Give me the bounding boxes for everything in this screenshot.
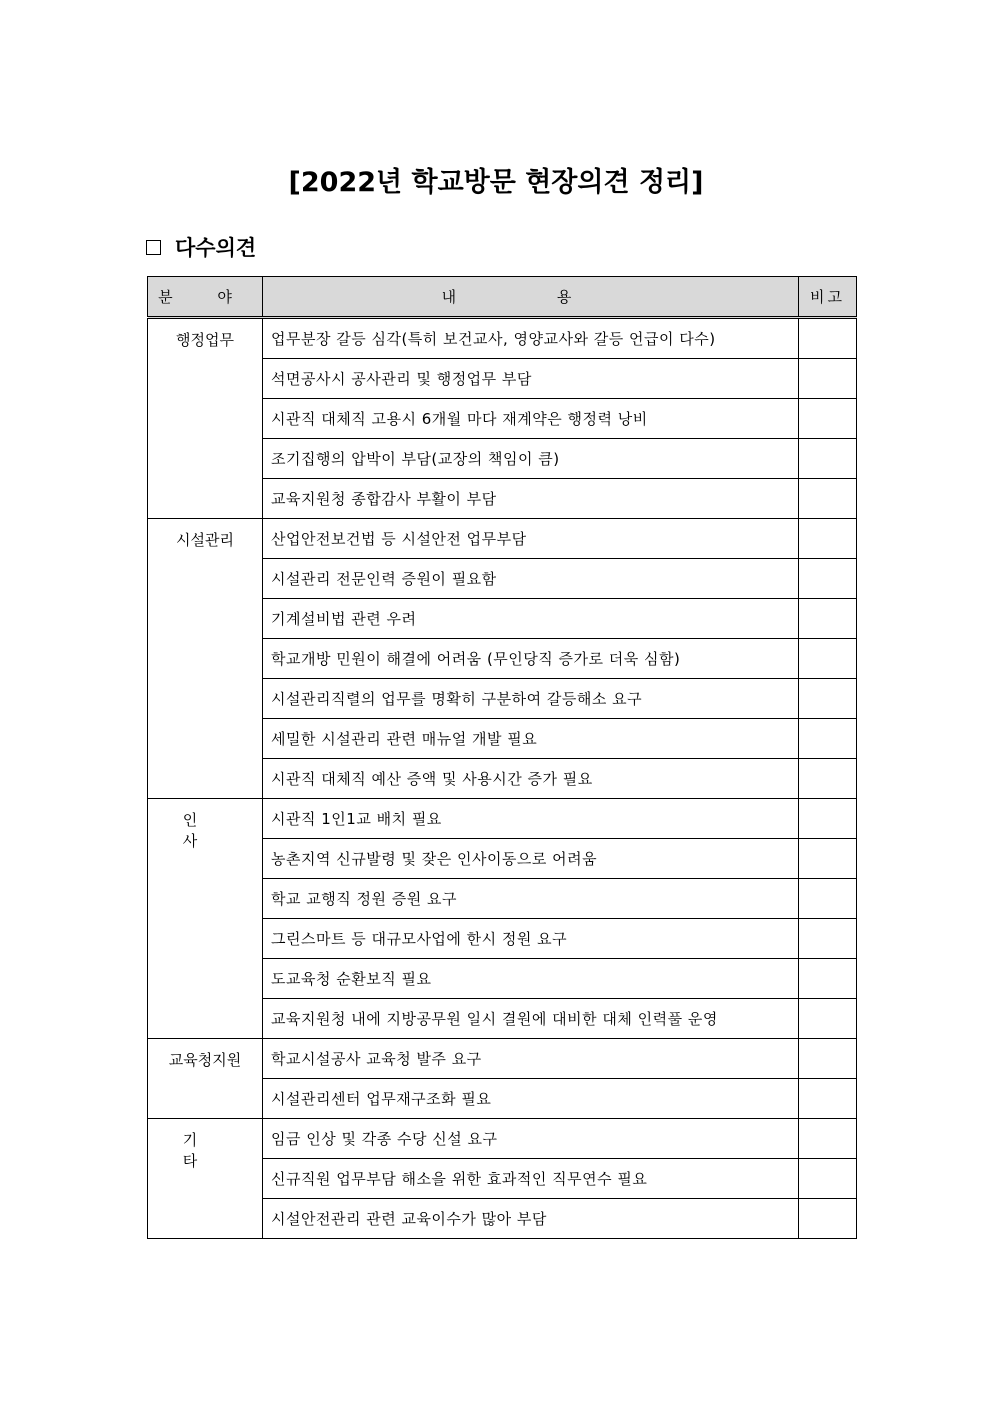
table-row <box>148 519 857 559</box>
table-body <box>148 318 857 1239</box>
category-cell: 행정업무 <box>148 318 263 519</box>
remarks-cell <box>799 559 857 599</box>
remarks-cell <box>799 519 857 559</box>
table-row <box>148 799 857 839</box>
category-cell: 교육청지원 <box>148 1039 263 1119</box>
remarks-cell <box>799 759 857 799</box>
section-heading-text: 다수의견 <box>175 236 257 260</box>
header-content: 내 용 <box>263 277 799 318</box>
remarks-cell <box>799 959 857 999</box>
remarks-cell <box>799 359 857 399</box>
table-row <box>148 1039 857 1079</box>
content-cell: 학교개방 민원이 해결에 어려움 (무인당직 증가로 더욱 심함) <box>263 639 799 679</box>
table-header-row <box>148 277 857 318</box>
content-cell: 도교육청 순환보직 필요 <box>263 959 799 999</box>
content-cell: 학교시설공사 교육청 발주 요구 <box>263 1039 799 1079</box>
remarks-cell <box>799 679 857 719</box>
section-heading <box>146 232 256 262</box>
category-cell: 기 타 <box>148 1119 263 1239</box>
remarks-cell <box>799 839 857 879</box>
remarks-cell <box>799 399 857 439</box>
table-row <box>148 1119 857 1159</box>
content-cell: 임금 인상 및 각종 수당 신설 요구 <box>263 1119 799 1159</box>
content-cell: 시설관리 전문인력 증원이 필요함 <box>263 559 799 599</box>
opinion-table <box>147 276 857 1239</box>
remarks-cell <box>799 1199 857 1239</box>
content-cell: 세밀한 시설관리 관련 매뉴얼 개발 필요 <box>263 719 799 759</box>
content-cell: 업무분장 갈등 심각(특히 보건교사, 영양교사와 갈등 언급이 다수) <box>263 318 799 359</box>
remarks-cell <box>799 999 857 1039</box>
remarks-cell <box>799 919 857 959</box>
remarks-cell <box>799 1119 857 1159</box>
remarks-cell <box>799 599 857 639</box>
content-cell: 교육지원청 종합감사 부활이 부담 <box>263 479 799 519</box>
content-cell: 시설관리직렬의 업무를 명확히 구분하여 갈등해소 요구 <box>263 679 799 719</box>
remarks-cell <box>799 639 857 679</box>
content-cell: 시관직 대체직 예산 증액 및 사용시간 증가 필요 <box>263 759 799 799</box>
remarks-cell <box>799 1039 857 1079</box>
remarks-cell <box>799 1079 857 1119</box>
content-cell: 시설관리센터 업무재구조화 필요 <box>263 1079 799 1119</box>
content-cell: 그린스마트 등 대규모사업에 한시 정원 요구 <box>263 919 799 959</box>
content-cell: 기계설비법 관련 우려 <box>263 599 799 639</box>
content-cell: 교육지원청 내에 지방공무원 일시 결원에 대비한 대체 인력풀 운영 <box>263 999 799 1039</box>
content-cell: 시관직 대체직 고용시 6개월 마다 재계약은 행정력 낭비 <box>263 399 799 439</box>
content-cell: 신규직원 업무부담 해소을 위한 효과적인 직무연수 필요 <box>263 1159 799 1199</box>
remarks-cell <box>799 799 857 839</box>
content-cell: 시관직 1인1교 배치 필요 <box>263 799 799 839</box>
remarks-cell <box>799 1159 857 1199</box>
remarks-cell <box>799 879 857 919</box>
remarks-cell <box>799 479 857 519</box>
remarks-cell <box>799 439 857 479</box>
checkbox-square-icon <box>146 240 161 255</box>
content-cell: 석면공사시 공사관리 및 행정업무 부담 <box>263 359 799 399</box>
header-remarks: 비고 <box>799 277 857 318</box>
content-cell: 조기집행의 압박이 부담(교장의 책임이 큼) <box>263 439 799 479</box>
content-cell: 시설안전관리 관련 교육이수가 많아 부담 <box>263 1199 799 1239</box>
content-cell: 산업안전보건법 등 시설안전 업무부담 <box>263 519 799 559</box>
table-row <box>148 318 857 359</box>
remarks-cell <box>799 719 857 759</box>
content-cell: 농촌지역 신규발령 및 잦은 인사이동으로 어려움 <box>263 839 799 879</box>
category-cell: 인 사 <box>148 799 263 1039</box>
content-cell: 학교 교행직 정원 증원 요구 <box>263 879 799 919</box>
header-category: 분 야 <box>148 277 263 318</box>
remarks-cell <box>799 318 857 359</box>
category-cell: 시설관리 <box>148 519 263 799</box>
document-title: [2022년 학교방문 현장의견 정리] <box>288 167 704 198</box>
